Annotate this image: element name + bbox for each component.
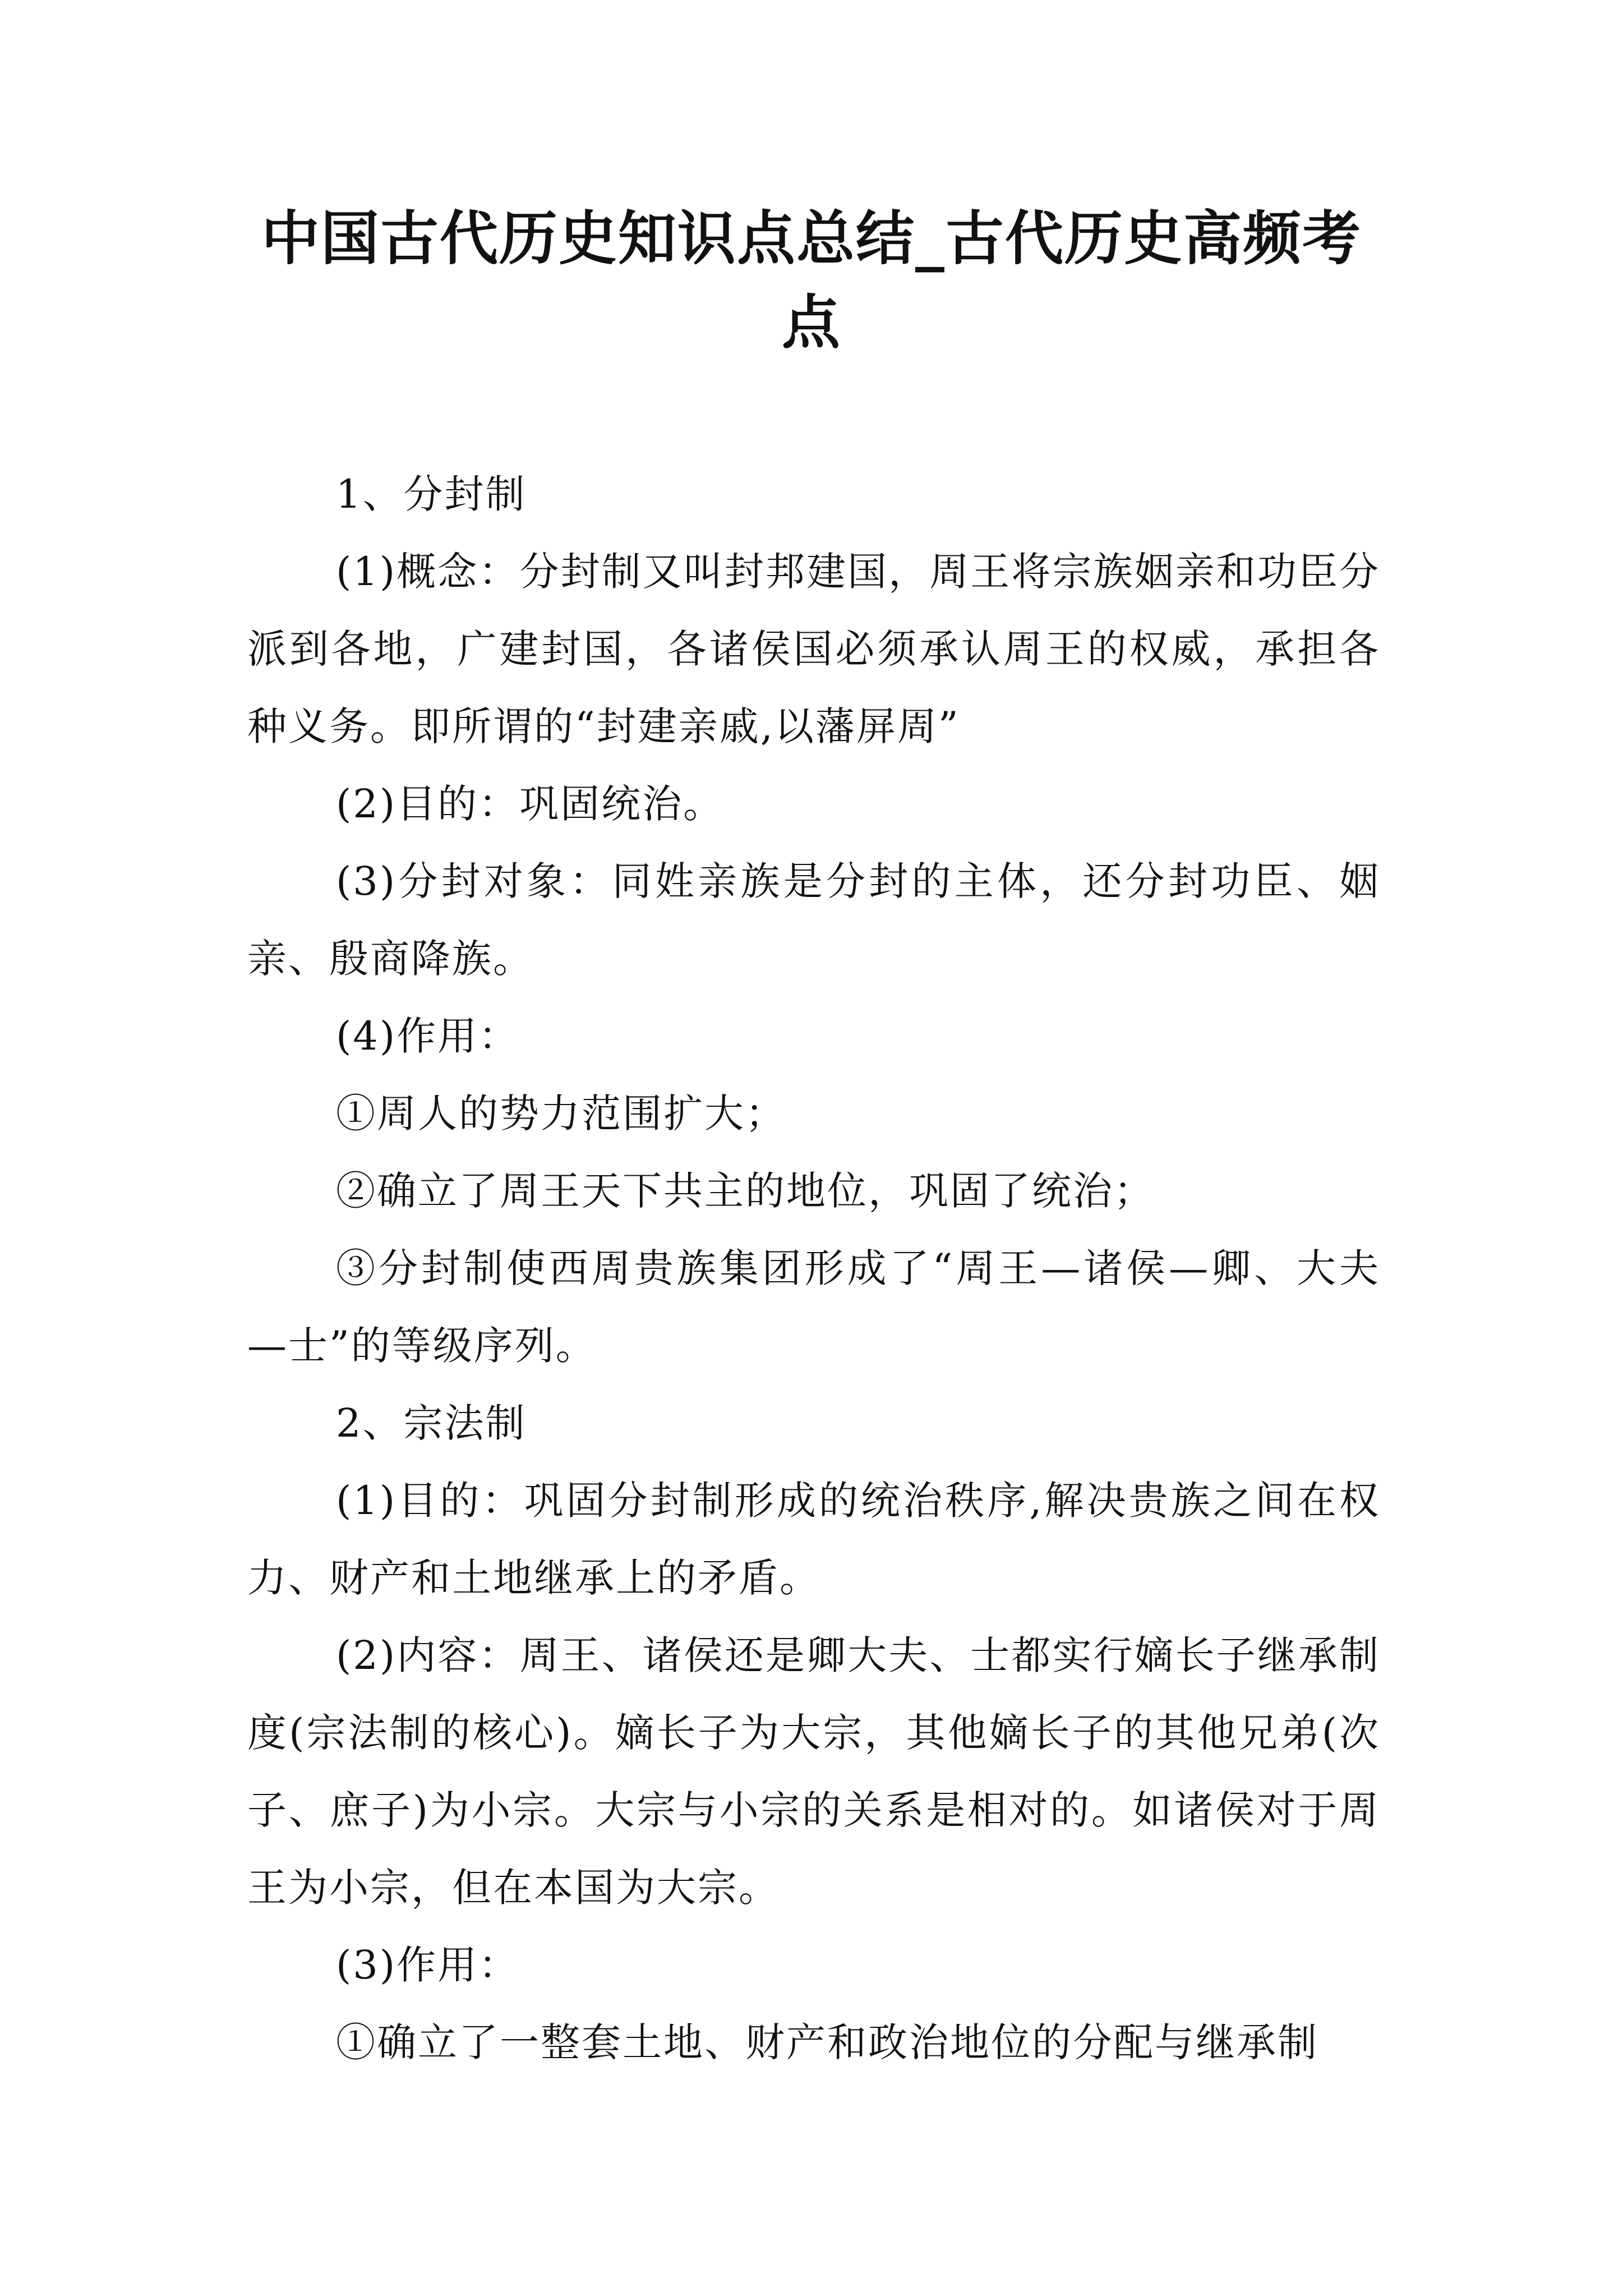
paragraph-heading-1: 1、分封制 [336, 471, 527, 517]
paragraph: (3)分封对象：同姓亲族是分封的主体，还分封功臣、姻亲、殷商降族。 [247, 858, 1380, 982]
paragraph: (4)作用： [336, 1013, 520, 1059]
paragraph: (2)目的：巩固统治。 [336, 781, 725, 827]
document-body [247, 455, 1380, 2081]
paragraph-heading-2: 2、宗法制 [336, 1400, 527, 1446]
paragraph: (1)目的：巩固分封制形成的统治秩序,解决贵族之间在权力、财产和土地继承上的矛盾。 [247, 1478, 1380, 1601]
paragraph: (2)内容：周王、诸侯还是卿大夫、士都实行嫡长子继承制度(宗法制的核心)。嫡长子为大宗，其他嫡长子的其他兄弟(次子、庶子)为小宗。大宗与小宗的关系是相对的。如诸侯对于周王为小宗，但在本国为大宗。 [247, 1632, 1380, 1911]
list-item: ①周人的势力范围扩大； [336, 1091, 786, 1137]
paragraph: (1)概念：分封制又叫封邦建国，周王将宗族姻亲和功臣分派到各地，广建封国，各诸侯国必须承认周王的权威，承担各种义务。即所谓的“封建亲戚,以藩屏周” [247, 549, 1380, 749]
document-title: 中国古代历史知识点总结_古代历史高频考点 [261, 204, 1362, 357]
list-item: ③分封制使西周贵族集团形成了“周王—诸侯—卿、大夫—士”的等级序列。 [247, 1245, 1380, 1369]
list-item: ①确立了一整套土地、财产和政治地位的分配与继承制 [336, 2019, 1318, 2065]
list-item: ②确立了周王天下共主的地位，巩固了统治； [336, 1168, 1155, 1214]
paragraph: (3)作用： [336, 1942, 520, 1988]
